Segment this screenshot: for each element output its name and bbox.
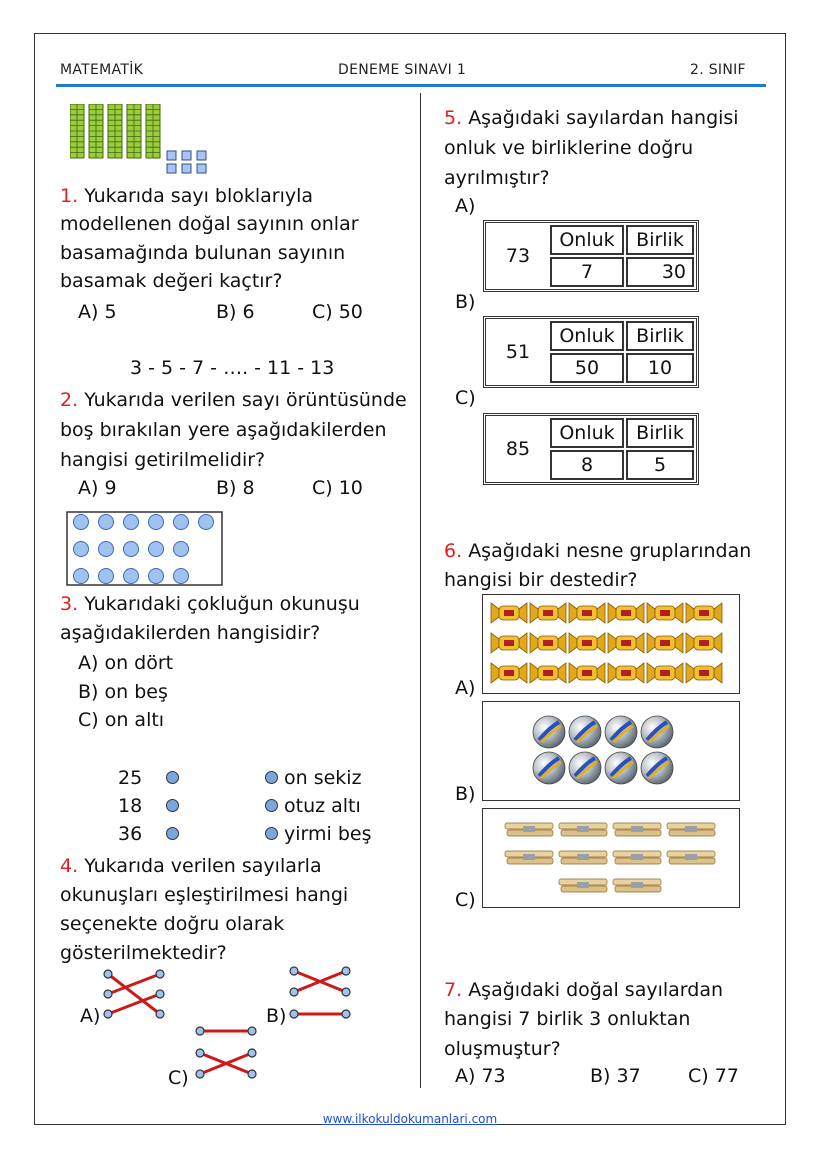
q5-option-c-label[interactable]: C) [455,387,476,409]
q2-option-b[interactable]: B) 8 [216,477,255,499]
q1-option-c[interactable]: C) 50 [312,301,363,323]
q5-line-1: Aşağıdaki sayılardan hangisi [468,107,739,129]
q5-a-number: 73 [505,245,531,267]
q6-option-b[interactable]: B) [455,783,476,805]
q2-option-c[interactable]: C) 10 [312,477,363,499]
q7-line-2: hangisi 7 birlik 3 onluktan [444,1008,691,1030]
q5-option-c-table [483,413,699,485]
q6-option-a[interactable]: A) [455,677,476,699]
unit-cubes [167,151,206,173]
q3-option-a[interactable]: A) on dört [78,652,174,674]
q4-right-dot [265,827,278,840]
q6-option-c[interactable]: C) [455,889,476,911]
q4-option-b-lines [286,964,356,1022]
q2-line-3: hangisi getirilmelidir? [60,449,266,471]
q5-a-birlik: 30 [626,257,694,287]
q1-number: 1. [60,185,79,207]
q4-left-dot [166,799,179,812]
q4-option-c[interactable]: C) [168,1067,189,1089]
q4-left-2: 18 [118,795,143,817]
q5-c-birlik: 5 [626,450,694,480]
q4-number: 4. [60,855,79,877]
q1-line-4: basamak değeri kaçtır? [60,270,283,292]
q2-number: 2. [60,389,79,411]
grade-label: 2. SINIF [690,62,746,78]
q4-left-dot [166,771,179,784]
candies-figure [483,595,739,693]
q2-line-1: Yukarıda verilen sayı örüntüsünde [84,389,407,411]
exam-title: DENEME SINAVI 1 [338,62,467,78]
q7-option-a[interactable]: A) 73 [455,1065,506,1087]
q5-option-b-table [483,316,699,388]
header-divider [56,84,766,87]
q5-b-onluk: 50 [550,353,624,383]
q5-c-number: 85 [505,438,531,460]
q5-a-col2: Birlik [626,225,694,255]
q4-right-dot [265,799,278,812]
q5-b-birlik: 10 [626,353,694,383]
q1-line-3: basamağında bulunan sayının [60,242,346,264]
ten-rods [70,104,160,158]
q3-number: 3. [60,593,79,615]
q3-option-b[interactable]: B) on beş [78,681,168,703]
q3-option-c[interactable]: C) on altı [78,709,165,731]
number-blocks-figure [70,104,220,190]
footer-link[interactable]: www.ilkokuldokumanlari.com [322,1112,498,1126]
q1-line-2: modellenen doğal sayının onlar [60,213,359,235]
column-divider [420,93,421,1088]
q5-a-col1: Onluk [550,225,624,255]
q4-option-a-lines [100,968,170,1022]
q7-line-3: oluşmuştur? [444,1038,561,1060]
q5-b-col2: Birlik [626,321,694,351]
q5-option-a-table [483,220,699,292]
q4-right-1: on sekiz [284,767,362,789]
q7-line-1: Aşağıdaki doğal sayılardan [468,979,724,1001]
q5-c-onluk: 8 [550,450,624,480]
q4-option-c-lines [192,1024,262,1082]
q1-option-a[interactable]: A) 5 [78,301,117,323]
q4-line-4: gösterilmektedir? [60,942,227,964]
q5-number: 5. [444,107,463,129]
q4-left-3: 36 [118,823,143,845]
marbles-figure [483,702,739,800]
subject-label: MATEMATİK [60,62,144,78]
q6-option-c-box [482,808,740,908]
q5-c-col1: Onluk [550,418,624,448]
q4-option-a[interactable]: A) [80,1005,101,1027]
q4-line-3: seçenekte doğru olarak [60,913,285,935]
clothespins-figure [483,809,739,907]
q2-line-2: boş bırakılan yere aşağıdakilerden [60,419,387,441]
q4-line-1: Yukarıda verilen sayılarla [84,855,322,877]
q2-pattern: 3 - 5 - 7 - …. - 11 - 13 [130,357,335,379]
q4-right-2: otuz altı [284,795,361,817]
q5-option-a-label[interactable]: A) [455,195,476,217]
q3-line-1: Yukarıdaki çokluğun okunuşu [84,593,360,615]
q7-option-b[interactable]: B) 37 [590,1065,641,1087]
q3-line-2: aşağıdakilerden hangisidir? [60,622,321,644]
q6-line-2: hangisi bir destedir? [444,569,638,591]
q5-line-2: onluk ve birliklerine doğru [444,137,694,159]
q5-option-b-label[interactable]: B) [455,291,476,313]
q4-left-1: 25 [118,767,143,789]
q4-right-3: yirmi beş [284,823,372,845]
q6-line-1: Aşağıdaki nesne gruplarından [468,540,752,562]
q1-line-1: Yukarıda sayı bloklarıyla [84,185,314,207]
q6-option-b-box [482,701,740,801]
q1-option-b[interactable]: B) 6 [216,301,255,323]
q4-line-2: okunuşları eşleştirilmesi hangi [60,884,349,906]
q5-b-col1: Onluk [550,321,624,351]
q5-line-3: ayrılmıştır? [444,167,550,189]
q7-option-c[interactable]: C) 77 [688,1065,739,1087]
q6-option-a-box [482,594,740,694]
q2-option-a[interactable]: A) 9 [78,477,117,499]
q5-c-col2: Birlik [626,418,694,448]
q7-number: 7. [444,979,463,1001]
q6-number: 6. [444,540,463,562]
q4-left-dot [166,827,179,840]
q5-a-onluk: 7 [550,257,624,287]
q4-right-dot [265,771,278,784]
q4-option-b[interactable]: B) [266,1005,287,1027]
circle-collection-figure [66,511,224,587]
q5-b-number: 51 [505,341,531,363]
